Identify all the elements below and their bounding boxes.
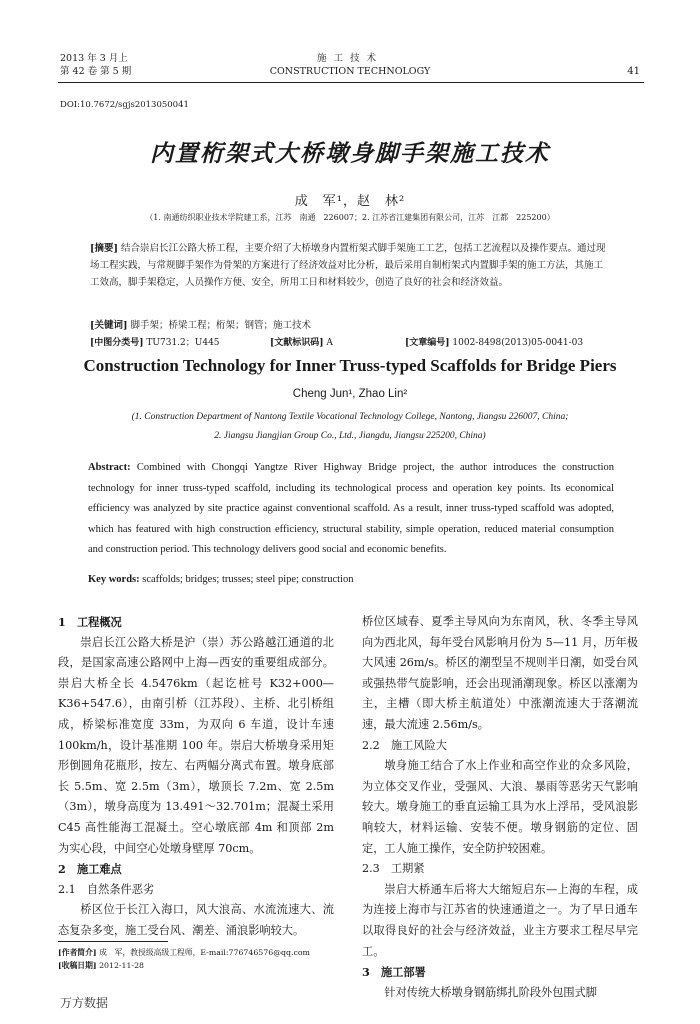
doc-code-label: [文献标识码] [270,338,324,348]
footnote-author [58,946,348,959]
keywords-en-text: scaffolds; bridges; trusses; steel pipe; construction [142,574,354,585]
abstract-cn-label: [摘要] [90,243,118,254]
section-3-title: 3 施工部署 [362,965,426,980]
page-number: 41 [627,66,640,77]
footnote-rule [58,941,168,942]
clc [90,335,220,348]
doc-code-value: A [326,338,333,348]
keywords-cn-text: 脚手架；桥梁工程；桁架；钢管；施工技术 [130,320,312,331]
abstract-en-label: Abstract: [88,462,131,473]
title-en: Construction Technology for Inner Truss-typed Scaffolds for Bridge Piers [83,356,617,375]
journal-name-cn: 施工技术 [316,53,383,64]
section-2-1-title: 2.1 自然条件恶劣 [58,882,155,896]
header-volume: 第 42 卷 第 5 期 [60,66,132,77]
affiliation-en [0,408,700,446]
authors-en: Cheng Jun¹, Zhao Lin² [292,388,408,400]
body-column-right [362,612,638,1003]
keywords-cn [90,318,610,334]
header-journal [0,52,700,78]
header-rule [58,82,644,83]
body-column-left [58,612,334,942]
authors-cn: 成 军¹，赵 林² [294,194,406,209]
abstract-cn [90,240,610,291]
footnote-received-label: [收稿日期] [58,961,97,970]
watermark: 万方数据 [60,996,109,1010]
section-2-2-title: 2.2 施工风险大 [362,738,447,752]
affiliation-en-1: (1. Construction Department of Nantong Textile Vocational Technology College, Nantong, Jiangsu 226007, China; [131,412,569,422]
header-date: 2013 年 3 月上 [60,53,128,64]
affiliation-cn: （1. 南通纺织职业技术学院建工系，江苏 南通 226007；2. 江苏省江建集团有限公司，江苏 江都 225200） [145,213,555,222]
section-2-2-paragraph: 墩身施工结合了水上作业和高空作业的众多风险，为立体交叉作业，受强风、大浪、暴雨等恶劣天气影响较大。墩身施工的垂直运输工具为水上浮吊，受风浪影响较大，材料运输、安装不便。墩身钢筋的定位、固定，工人施工操作，安全防护较困难。 [362,759,638,855]
section-3-paragraph: 针对传统大桥墩身钢筋绑扎阶段外包围式脚 [384,985,597,999]
section-1-paragraph: 崇启长江公路大桥是沪（崇）苏公路越江通道的北段，是国家高速公路网中上海—西安的重要组成部分。崇启大桥全长 4.5476km（起讫桩号 K32+000—K36+547.6），由南引桥（江苏段）、主桥、北引桥组成，桥梁标准宽度 33m，为双向 6 车道，设计车速 100km/h，设计基准期 100 年。崇启大桥墩身采用矩形倒圆角花瓶形，按左、右两幅分离式布置。墩身底部长 5.5m、宽 2.5m（3m），墩顶长 7.2m、宽 2.5m（3m），墩身高度为 13.491～32.701m；混凝土采用 C45 高性能海工混凝土。空心墩底部 4m 和顶部 2m 为实心段，中间空心处墩身壁厚 70cm。 [58,635,334,855]
section-2-title: 2 施工难点 [58,862,122,877]
clc-value: TU731.2；U445 [146,338,220,348]
footnote [58,946,348,972]
keywords-en-label: Key words: [88,574,140,585]
section-2-1-paragraph: 桥区位于长江入海口，风大浪高、水流流速大、流态复杂多变，施工受台风、潮差、涌浪影响较大。 [58,903,334,937]
abstract-cn-text: 结合崇启长江公路大桥工程，主要介绍了大桥墩身内置桁架式脚手架施工工艺，包括工艺流程以及操作要点。通过现场工程实践，与常规脚手架作为骨架的方案进行了经济效益对比分析，最后采用自制桁架式内置脚手架的施工方法，其施工工效高，脚手架稳定，人员操作方便、安全，所用工日和材料较少，创造了良好的社会和经济效益。 [90,243,606,288]
article-number-value: 1002-8498(2013)05-0041-03 [452,338,584,348]
section-2-3-paragraph: 崇启大桥通车后将大大缩短启东—上海的车程，成为连接上海市与江苏省的快速通道之一。为了早日通车以取得良好的社会与经济效益，业主方要求工程尽早完工。 [362,882,638,958]
clc-label: [中图分类号] [90,338,144,348]
footnote-author-label: [作者简介] [58,948,97,957]
title-cn: 内置桁架式大桥墩身脚手架施工技术 [150,140,550,167]
footnote-received-text: 2012-11-28 [99,961,145,970]
article-number [405,335,583,348]
section-1-title: 1 工程概况 [58,615,122,629]
doc-code [270,335,333,348]
footnote-author-text: 成 军，教授级高级工程师，E-mail:776746576@qq.com [99,948,310,957]
abstract-en-text: Combined with Chongqi Yangtze River Highway Bridge project, the author introduces the construction technology for inner truss-typed scaffold, including its technological process and operation key points. Its economical efficiency was analyzed by site practice against conventional scaffold. As a result, inner truss-typed scaffold was adopted, which has featured with high construction efficiency, structural stability, simple operation, reduced material consumption and construction period. This technology delivers good social and economic benefits. [88,462,614,555]
abstract-en [88,458,614,561]
article-number-label: [文章编号] [405,338,450,348]
section-2-3-title: 2.3 工期紧 [362,862,425,876]
journal-name-en: CONSTRUCTION TECHNOLOGY [269,66,431,77]
keywords-cn-label: [关键词] [90,320,128,331]
affiliation-en-2: 2. Jiangsu Jiangjian Group Co., Ltd., Jiangdu, Jiangsu 225200, China) [214,431,486,441]
section-2-1-paragraph-cont: 桥位区域春、夏季主导风向为东南风，秋、冬季主导风向为西北风，每年受台风影响月份为 5—11 月，历年极大风速 26m/s。桥区的潮型呈不规则半日潮，如受台风或强热带气旋影响，还会出现涌潮现象。桥区以涨潮为主，主槽（即大桥主航道处）中涨潮流速大于落潮流速，最大流速 2.56m/s。 [362,615,638,731]
footnote-received [58,959,348,972]
doi: DOI:10.7672/sgjs2013050041 [60,100,189,110]
keywords-en [88,574,614,585]
